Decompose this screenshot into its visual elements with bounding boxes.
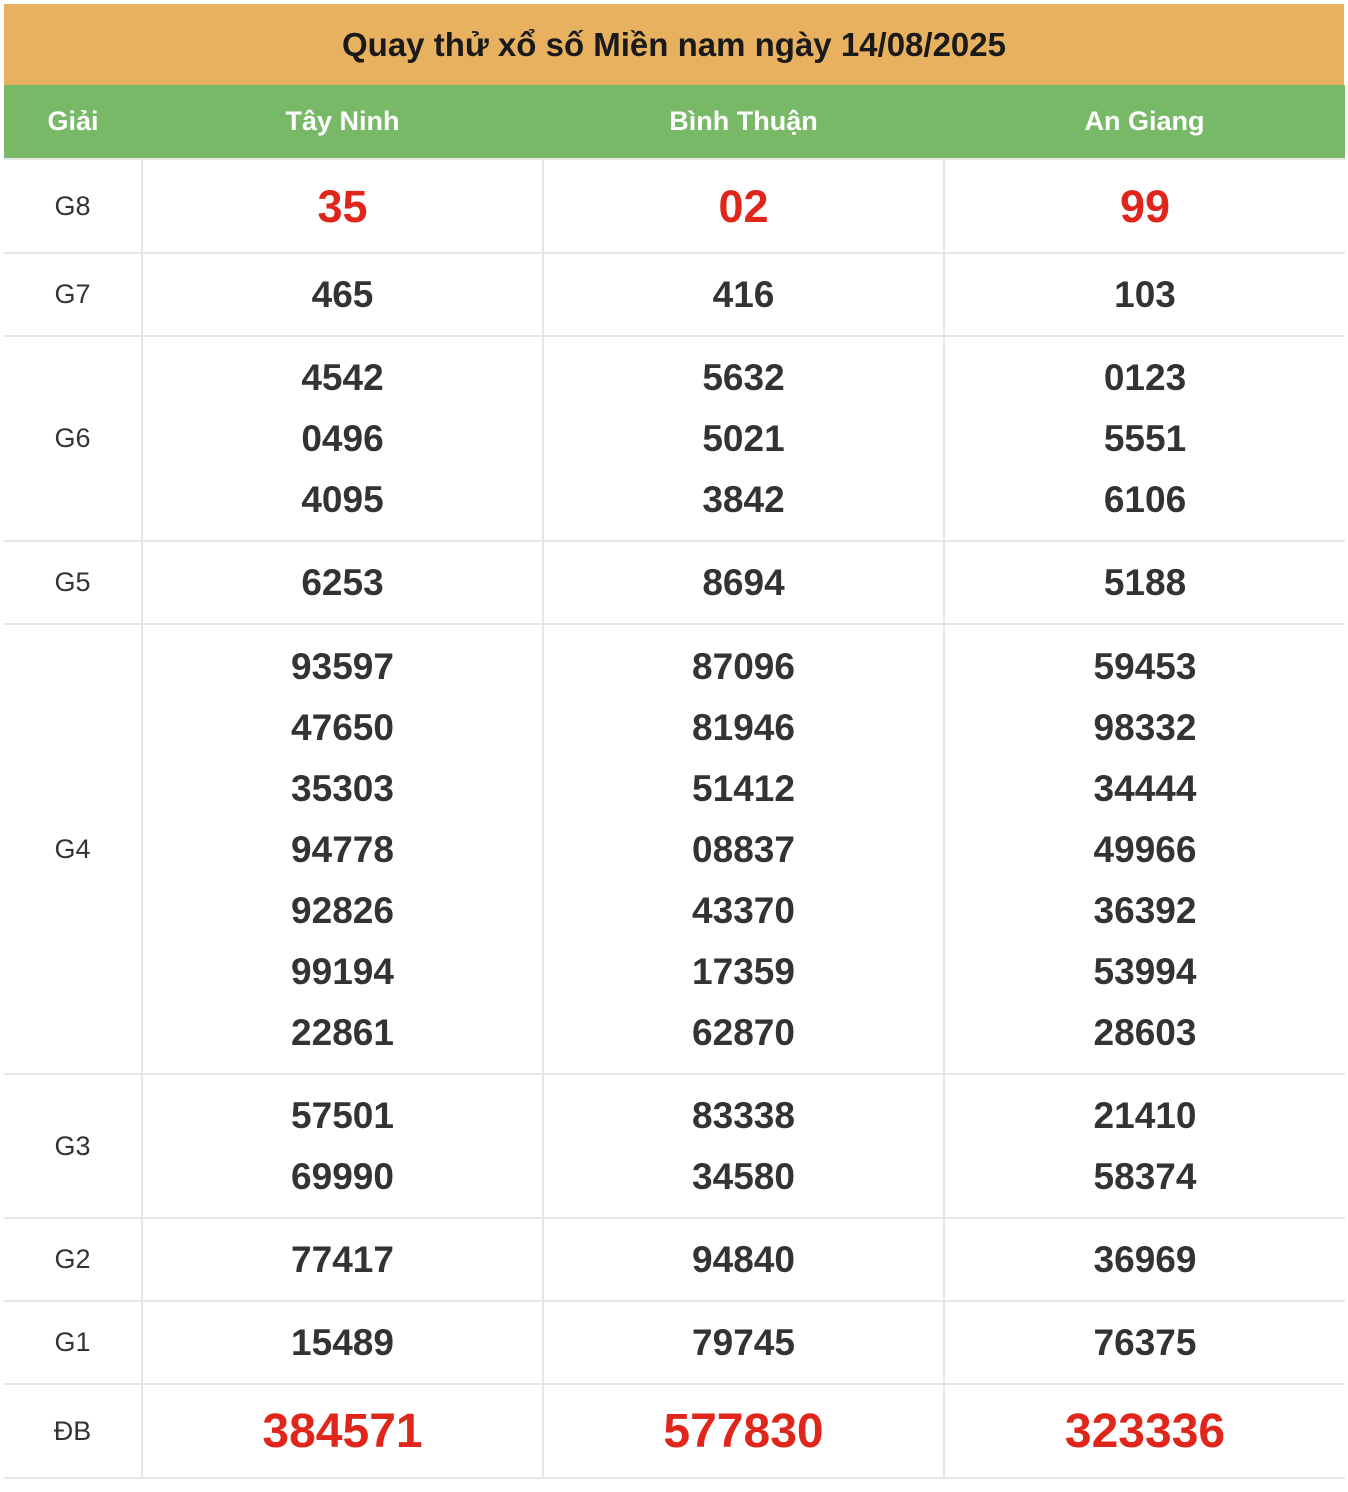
result-number: 22861: [291, 1011, 394, 1053]
result-number: 416: [712, 274, 775, 315]
result-cell: [142, 1384, 543, 1478]
result-number: 83338: [692, 1095, 795, 1136]
table-row: [4, 253, 1345, 336]
result-cell: [944, 1074, 1345, 1218]
header-province-an-giang: An Giang: [944, 85, 1345, 159]
result-number: 93597: [291, 645, 394, 687]
result-cell: [944, 1384, 1345, 1478]
table-row: [4, 1074, 1345, 1218]
result-number: 77417: [291, 1239, 394, 1280]
result-cell: [543, 1301, 944, 1384]
result-number: 98332: [1093, 706, 1197, 748]
prize-label: G6: [4, 336, 142, 541]
table-row: [4, 159, 1345, 253]
header-province-tay-ninh: Tây Ninh: [142, 85, 543, 159]
result-cell: [944, 336, 1345, 541]
result-number: 4542: [301, 357, 384, 398]
result-number: 02: [718, 180, 769, 232]
result-cell: [543, 1218, 944, 1301]
result-cell: [944, 1301, 1345, 1384]
result-number: 103: [1114, 274, 1176, 315]
prize-label: ĐB: [4, 1384, 142, 1478]
result-cell: [543, 1384, 944, 1478]
prize-label: G1: [4, 1301, 142, 1384]
result-number: 81946: [692, 706, 795, 748]
results-container: [4, 4, 1344, 1479]
result-number: 34444: [1093, 767, 1197, 809]
result-cell: [142, 253, 543, 336]
result-number: 51412: [692, 767, 795, 809]
result-cell: [142, 541, 543, 624]
result-number: 21410: [1093, 1095, 1197, 1136]
table-row: [4, 336, 1345, 541]
result-number: 0496: [301, 418, 384, 459]
result-cell: [944, 159, 1345, 253]
prize-label: G8: [4, 159, 142, 253]
result-number: 6253: [301, 562, 384, 603]
result-number: 43370: [692, 889, 795, 931]
page-title: Quay thử xổ số Miền nam ngày 14/08/2025: [4, 4, 1344, 85]
result-cell: [142, 1218, 543, 1301]
result-cell: [142, 624, 543, 1074]
result-number: 62870: [692, 1011, 795, 1053]
special-prize-number: 577830: [663, 1404, 824, 1458]
result-number: 94840: [692, 1239, 795, 1280]
result-cell: [543, 159, 944, 253]
special-prize-number: 323336: [1064, 1404, 1226, 1458]
result-number: 53994: [1093, 950, 1197, 992]
result-number: 57501: [291, 1095, 394, 1136]
result-number: 79745: [692, 1322, 795, 1363]
result-number: 08837: [692, 828, 795, 870]
header-province-binh-thuan: Bình Thuận: [543, 85, 944, 159]
table-row: [4, 1218, 1345, 1301]
result-number: 6106: [1103, 479, 1187, 520]
result-number: 36969: [1093, 1239, 1197, 1280]
table-row: [4, 1301, 1345, 1384]
result-number: 58374: [1093, 1156, 1197, 1197]
result-number: 3842: [702, 479, 785, 520]
result-number: 5188: [1103, 562, 1187, 603]
result-number: 47650: [291, 706, 394, 748]
result-cell: [142, 1301, 543, 1384]
result-number: 35303: [291, 767, 394, 809]
prize-label: G4: [4, 624, 142, 1074]
result-number: 87096: [692, 645, 795, 687]
result-number: 4095: [301, 479, 384, 520]
result-cell: [543, 1074, 944, 1218]
result-cell: [944, 624, 1345, 1074]
result-number: 465: [311, 274, 374, 315]
result-cell: [944, 541, 1345, 624]
prize-label: G2: [4, 1218, 142, 1301]
result-cell: [543, 336, 944, 541]
result-number: 69990: [291, 1156, 394, 1197]
table-header-row: [4, 85, 1345, 159]
result-number: 5632: [702, 357, 785, 398]
table-row: [4, 541, 1345, 624]
result-cell: [543, 624, 944, 1074]
result-number: 36392: [1093, 889, 1197, 931]
result-cell: [142, 1074, 543, 1218]
result-number: 34580: [692, 1156, 795, 1197]
result-number: 59453: [1093, 645, 1197, 687]
result-number: 0123: [1103, 357, 1187, 398]
result-number: 94778: [291, 828, 394, 870]
result-number: 5551: [1103, 418, 1187, 459]
prize-label: G5: [4, 541, 142, 624]
result-number: 15489: [291, 1322, 394, 1363]
result-number: 28603: [1093, 1011, 1197, 1053]
result-number: 76375: [1093, 1322, 1197, 1363]
result-cell: [944, 1218, 1345, 1301]
results-table: [4, 85, 1345, 1479]
prize-label: G3: [4, 1074, 142, 1218]
result-number: 92826: [291, 889, 394, 931]
result-number: 8694: [702, 562, 785, 603]
result-cell: [543, 541, 944, 624]
result-cell: [142, 336, 543, 541]
result-number: 35: [317, 180, 368, 232]
result-number: 17359: [692, 950, 795, 992]
result-number: 99: [1119, 180, 1171, 232]
special-prize-number: 384571: [262, 1404, 423, 1458]
table-row: [4, 1384, 1345, 1478]
result-cell: [543, 253, 944, 336]
result-number: 5021: [702, 418, 785, 459]
result-cell: [944, 253, 1345, 336]
prize-label: G7: [4, 253, 142, 336]
result-number: 99194: [291, 950, 394, 992]
table-row: [4, 624, 1345, 1074]
result-number: 49966: [1093, 828, 1197, 870]
result-cell: [142, 159, 543, 253]
header-prize: Giải: [4, 85, 142, 159]
